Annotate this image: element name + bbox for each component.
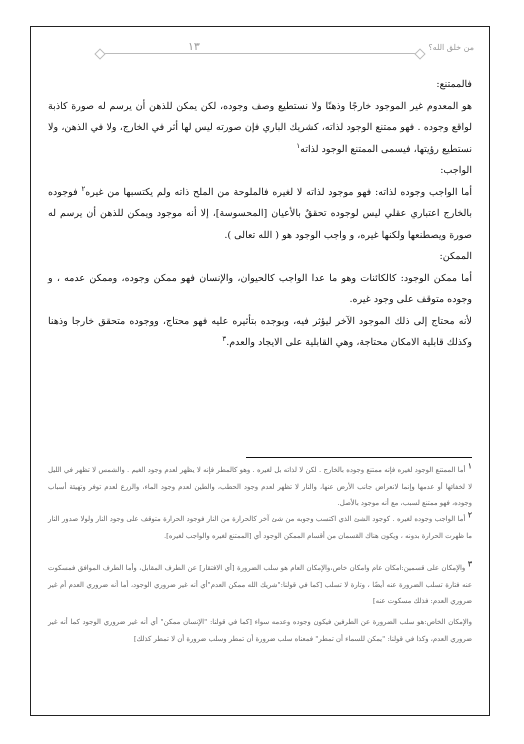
footnote-number: ١ [467, 461, 472, 471]
footnote-number: ٢ [467, 510, 472, 520]
paragraph: أما ممكن الوجود: كالكائنات وهو ما عدا الواجب كالحيوان، والإنسان فهو ممكن وجوده، وممكن عدمه ، و وجوده متوقف على وجود غيره. [48, 272, 472, 305]
paragraph: هو المعدوم غير الموجود خارجًا وذهنًا ولا نستطيع وصف وجوده، لكن يمكن للذهن أن يرسم له صورة كاذبة لواقع وجوده . فهو ممتنع الوجود لذاته، كشريك الباري فإن صورته ليس لها أثر في الخارج، ولا في الذهن، ولا نستطيع رؤيتها، فيسمى الممتنع الوجود لذاته$^١$ [48, 100, 472, 155]
footnote-ref[interactable]: ١ [296, 141, 301, 150]
main-text [48, 74, 472, 354]
paragraph: أما الواجب وجوده لذاته: فهو موجود لذاته لا لغيره فالملوحة من الملح ذاته ولم يكتسبها من غيره$^٢$ فوجوده بالخارج اعتباري عقلي ليس لوجوده تحققٌ بالأعيان [المحسوسة]، إلا أنه موجود ويمكن للذهن أن يرسم له صورة ويصطنعها ولكنها غيره، و واجب الوجود هو ( الله تعالى ). [48, 184, 473, 241]
heading-mumkin: الممكن: [439, 251, 472, 262]
footnote-separator [246, 457, 472, 458]
paragraph: لأنه محتاج إلى ذلك الموجود الآخر ليؤثر فيه، وبوجده بتأثيره عليه فهو محتاج، ووجوده متحقق خارجا وذهنا وكذلك قابلية الامكان محتاجة، وهي القابلية على الايجاد والعدم.$^٣$ [48, 315, 472, 348]
footnote-ref[interactable]: ٢ [81, 184, 86, 193]
footnote: $^٣$ والإمكان على قسمين:امكان عام وامكان خاص،والإمكان العام هو سلب الضرورة [أي الافتقار] عن الطرف المقابل، وأما الطرف الموافق فمسكوت عنه فتارة تسلب الضرورة عنه أيضًا ، وتارة لا تسلب [كما في قولنا:"شريك الله ممكن العدم"أي أنه غير ضروري الوجود، أما أنه ضروري العدم أم غير ضروري العدم: فذلك مسكوت عنه] [48, 559, 472, 605]
heading-wajib: الواجب: [440, 165, 472, 176]
footnote: $^١$ أما الممتنع الوجود لغيره فإنه ممتنع وجوده بالخارج . لكن لا لذاته بل لغيره . وهو كالمطر فإنه لا يظهر لعدم وجود الغيم . والشمس لا تظهر في الليل لا لخفائها أو عدمها وإنما لانعراض جانب الأرض عنها، والنار لا تظهر لعدم وجود الحطب، والطين لعدم وجود الماء، والزرع لعدم توفر وتهيئة أسباب وجوده، فهو ممتنع لسبب، مع أنه موجود بالأصل. [48, 461, 472, 507]
footnote-continuation: والإمكان الخاص:هو سلب الضرورة عن الطرفين فيكون وجوده وعدمه سواء [كما في قولنا: "الإنسان ممكن" أي أنه غير ضروري الوجود كما أنه غير ضروري العدم، وكذا في قولنا: "يمكن للسماء أن تمطر" فمعناه سلب ضرورة أن تمطر وسلب ضرورة أن لا تمطر كذلك] [48, 618, 472, 643]
footnote-number: ٣ [467, 559, 472, 569]
heading-mumtani: فالممتنع: [436, 79, 472, 90]
footnote-ref[interactable]: ٣ [222, 334, 227, 343]
header-ornament [100, 53, 420, 54]
running-title: من خلق الله؟ [428, 43, 474, 52]
page-header [40, 40, 480, 60]
page-number: ١٣ [188, 40, 200, 53]
footnote: $^٢$ أما الواجب وجوده لغيره . كوجود الشئ الذي اكتسب وجوبه من شئ آخر كالحرارة من النار فوجود الحرارة متوقف على وجود النار ولولا صدور النار ما ظهرت الحرارة بدونه ، ويكون هناك القسمان من أقسام الممكن الوجود أي [الممتنع لغيره والواجب لغيره]. [48, 510, 472, 540]
